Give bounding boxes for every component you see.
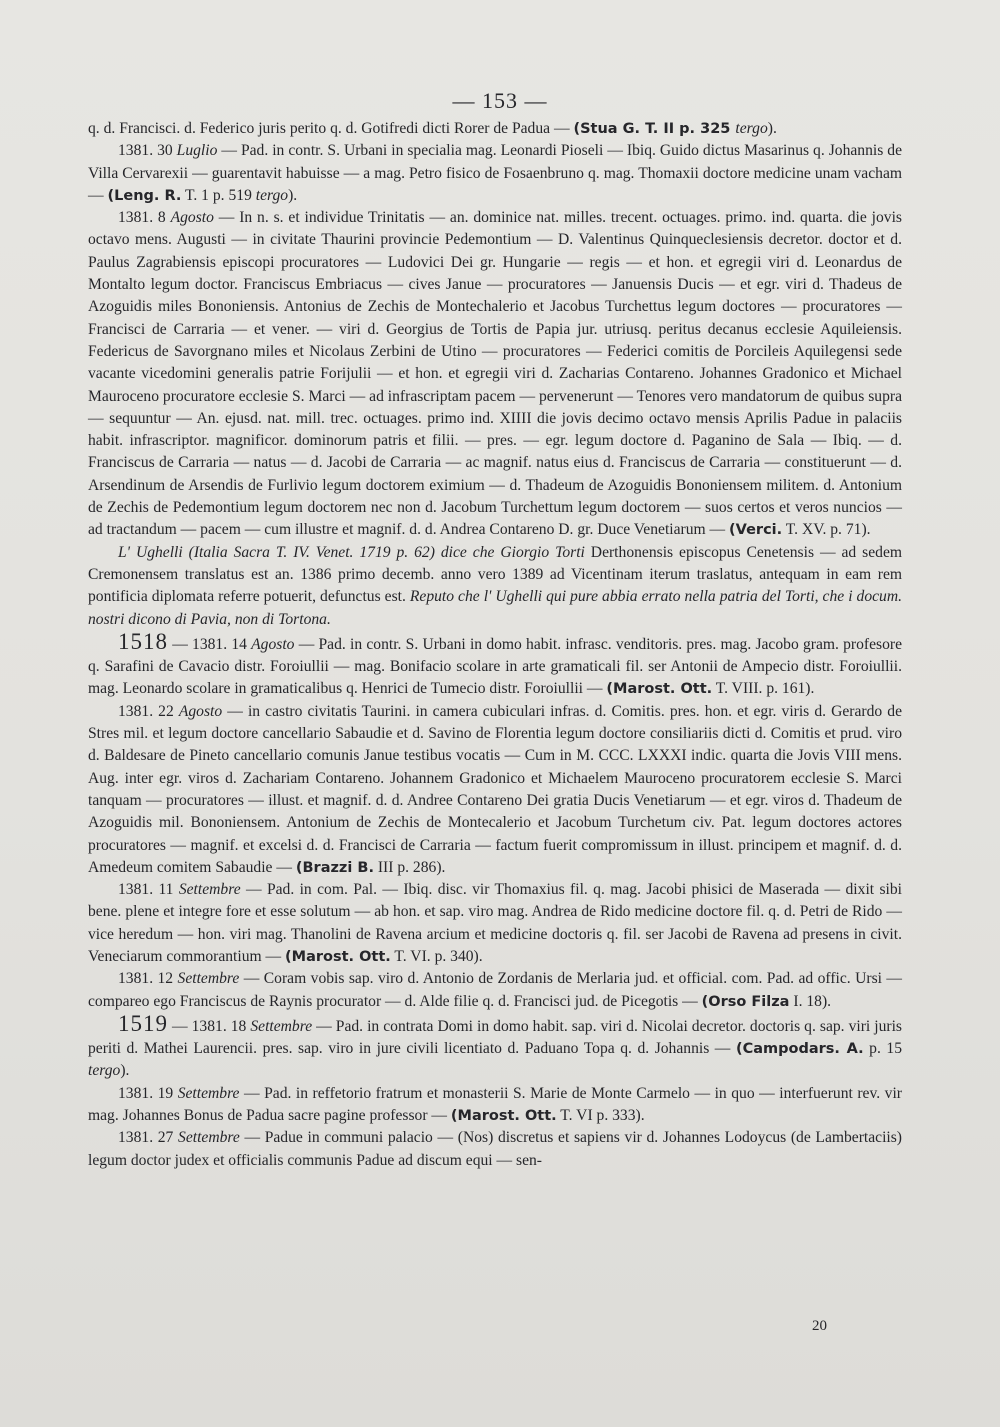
text-run: T. VI p. 333).: [556, 1107, 645, 1125]
paragraph: [88, 628, 902, 701]
text-run: — Pad. in contr. S. Urbani in domo habit. infrasc. venditoris. pres. mag. Jacobo gram. profesore q. Sarafini de Cavacio distr. Foroiullii — mag. Bonifacio scolare in arte gramaticali fil. ser Antonii de Ampecio distr. Foroiullii. mag. Leonardo scolare in gramaticalibus q. Henrici de Tumecio distr. Foroiullii —: [88, 635, 902, 698]
text-run: p. 15: [863, 1040, 902, 1058]
text-run: 1381. 22: [118, 702, 179, 720]
text-run: — 1381. 14: [168, 635, 252, 653]
text-run: — Pad. in contrata Domi in domo habit. sap. viri d. Nicolai decretor. doctoris q. sap. viri juris periti d. Mathei Laurencii. pres. sap. viro in jure civili licentiato d. Paduano Topa q. d. Johannis —: [88, 1017, 902, 1058]
text-run: 1381. 8: [118, 209, 171, 227]
paragraph: [88, 140, 902, 207]
text-run: — in castro civitatis Taurini. in camera cubiculari infras. d. Comitis. pres. hon. et egr. viris d. Gerardo de Stres mil. et legum doctore cancellario Sabaudie et d. Savino de Florentia legum doctore consiliariis dicti d. Comitis et prud. viro d. Baldesare de Pineto cancellario comunis Janue testibus vocatis — Cum in M. CCC. LXXXI indic. quarta die Jovis VIII mens. Aug. inter egr. viros d. Zachariam Contareno. Johannem Gradonico et Michaelem Mauroceno procuratorem ecclesie S. Marci tanquam — procuratores — illust. et magnif. d. d. Andree Contareno Dei gratia Ducis Venetiarum — et egr. viros d. Thadeum de Azoguidis mil. Bononiensem. Antonium de Zechis de Montecalerio et Jacobum Turchetum civ. Pat. legum doctores actores procuratores — magnif. et excelsi d. d. Francisci de Carraria — factum fuerit compromissum in illust. principem et magnif. d. d. Amedeum comitem Sabaudie —: [88, 702, 902, 876]
text-run: Settembre: [177, 970, 240, 988]
text-run: Luglio: [176, 142, 218, 160]
text-run: — Pad. in contr. S. Urbani in specialia mag. Leonardi Pioseli — Ibiq. Guido dictus Masarinus q. Johannis de Villa Cervarexii — guarentavit habuisse — a mag. Petro fisico de Fosaenbruno q. mag. Thomaxii doctore medicine unam vacham —: [88, 142, 902, 204]
text-run: — Padue in communi palacio — (Nos) discretus et sapiens vir d. Johannes Lodoycus (de Lambertaciis) legum doctor judex et officialis communis Padue ad discum equi — sen-: [88, 1129, 903, 1169]
text-run: L' Ughelli (Italia Sacra T. IV. Venet. 1719 p. 62) dice che Giorgio Torti: [118, 543, 585, 561]
source-citation: (Marost. Ott.: [606, 681, 713, 698]
text-run: T. 1 p. 519: [181, 186, 256, 204]
page-number: — 153 —: [452, 88, 548, 113]
text-run: 1381. 12: [118, 970, 178, 988]
document-body: [88, 118, 902, 1172]
paragraph: [88, 542, 902, 631]
source-citation: (Orso Filza: [701, 993, 790, 1010]
text-run: Derthonensis episcopus Cenetensis — ad sedem Cremonensem translatus est an. 1386 primo decemb. anno vero 1389 ad Vicentinam iterum traslatus, antequam in eam rem pontificia diplomata referre potuerit, defunctus est.: [88, 543, 902, 606]
text-run: q. d. Francisci. d. Federico juris perito q. d. Gotifredi dicti Rorer de Padua —: [88, 120, 574, 137]
text-run: ).: [120, 1062, 130, 1080]
document-number: 1518: [118, 628, 168, 654]
paragraph: [88, 879, 902, 968]
paragraph: [88, 701, 902, 879]
text-run: Settembre: [178, 1129, 240, 1147]
text-run: Agosto: [170, 209, 214, 227]
text-run: Agosto: [251, 635, 295, 653]
text-run: 1381. 19: [118, 1084, 178, 1102]
text-run: Reputo che l' Ughelli qui pure abbia errato nella patria del Torti, che i docum. nostri dicono di Pavia, non di Tortona.: [88, 588, 902, 628]
text-run: Settembre: [178, 881, 241, 899]
paragraph: [88, 1010, 902, 1083]
paragraph: [88, 118, 902, 140]
text-run: T. XV. p. 71).: [782, 521, 871, 539]
source-citation: (Marost. Ott.: [450, 1108, 557, 1125]
text-run: — In n. s. et individue Trinitatis — an. dominice nat. milles. trecent. octuages. primo. ind. quarta. die jovis octavo mens. Augusti — in civitate Thaurini provincie Pedemontium — D. Valentinus Quinqueclesiensis decretor. doctor et d. Paulus Zagrabiensis episcopi procuratores — Ludovici Dei gr. Hungarie — regis — et hon. et egregii viri d. Leonardus de Montalto legum doctor. Franciscus Embriacus — cives Janue — procuratores — Januensis Ducis — et egr. viri d. Thadeus de Azoguidis miles Bononiensis. Antonius de Zechis de Montechalerio et Jacobus Turchettus legum doctores — procuratores — Francisci de Carraria — et vener. — viri d. Georgius de Tortis de Papia jur. utriusq. peritus decanus ecclesie Aquileiensis. Federicus de Savorgnano miles et Nicolaus Zerbini de Utino — procuratores — Federici comitis de Porcileis Aquilegensi sede vacante vicedomini generalis patrie Forijulii — et hon. et egregii viri d. Zacharias Contareno. Johannes Gradonico et Michael Mauroceno procuratore ecclesie S. Marci — ad infrascriptam pacem — pervenerunt — Tenores vero mandatorum de quibus supra — sequuntur — An. ejusd. nat. mill. trec. octuages. primo ind. XIIII die jovis decimo octavo mensis Aprilis Padue in palaciis habit. infrascriptor. magnificor. dominorum patris et filii. — pres. — egr. legum doctore d. Paganino de Sala — Ibiq. — d. Franciscus de Carraria — natus — d. Jacobi de Carraria — ac magnif. natus eius d. Franciscus de Carraria — constituerunt — d. Arsendinum de Arsendis de Furlivio legum doctorem eximium — d. Thadeum de Azoguidis Bononiensem militem. d. Antonium de Zechis de Pedemontium legum doctorem nec non d. Jacobum Turchettum legum doctorem — suos certos et veros nuncios — ad tractandum — pacem — cum illustre et magnif. d. d. Andrea Contareno D. gr. Duce Venetiarum —: [88, 209, 902, 539]
text-run: III p. 286).: [373, 858, 446, 876]
text-run: Settembre: [177, 1084, 240, 1102]
document-number: 1519: [118, 1010, 168, 1036]
text-run: I. 18).: [789, 992, 832, 1010]
text-run: Settembre: [250, 1017, 313, 1035]
text-run: T. VIII. p. 161).: [712, 680, 815, 698]
text-run: ).: [767, 120, 777, 137]
text-run: — Pad. in com. Pal. — Ibiq. disc. vir Thomaxius fil. q. mag. Jacobi phisici de Maserada — dixit sibi bene. plene et integre fore et esse solutum — ab hon. et sap. viro mag. Andrea de Rido medicine doctore fil. q. d. Petri de Rido — vice heredum — hon. viri mag. Thanolini de Ravena arcium et medicine doctoris q. fil. ser Jacobi de Ravena ad presens in civit. Veneciarum commorantium —: [88, 881, 902, 965]
paragraph: [88, 207, 902, 541]
text-run: T. VI. p. 340).: [390, 947, 483, 965]
signature-mark: 20: [812, 1318, 827, 1334]
text-run: 1381. 11: [118, 881, 179, 899]
text-run: ).: [288, 186, 298, 204]
paragraph: [88, 1083, 902, 1128]
source-citation: (Campodars. A.: [735, 1041, 864, 1058]
source-citation: (Stua G. T. II p. 325: [573, 121, 736, 137]
paragraph: [88, 1127, 902, 1172]
source-citation: (Brazzi B.: [295, 859, 374, 876]
text-run: — Coram vobis sap. viro d. Antonio de Zordanis de Merlaria jud. et official. com. Pad. ad offic. Ursi — compareo ego Franciscus de Raynis procurator — d. Alde filie q. d. Francisci jud. de Picegotis —: [88, 970, 902, 1010]
paragraph: [88, 968, 902, 1013]
text-run: — Pad. in reffetorio fratrum et monasterii S. Marie de Monte Carmelo — in quo — interfuerunt rev. vir mag. Johannes Bonus de Padua sacre pagine professor —: [88, 1084, 902, 1125]
text-run: tergo: [88, 1062, 121, 1080]
text-run: tergo: [255, 186, 289, 204]
source-citation: (Verci.: [729, 522, 783, 539]
text-run: tergo: [735, 120, 768, 137]
source-citation: (Leng. R.: [107, 187, 182, 204]
text-run: 1381. 27: [118, 1129, 179, 1147]
source-citation: (Marost. Ott.: [285, 948, 391, 965]
text-run: 1381. 30: [118, 142, 177, 160]
text-run: Agosto: [178, 702, 223, 720]
text-run: — 1381. 18: [168, 1017, 251, 1035]
